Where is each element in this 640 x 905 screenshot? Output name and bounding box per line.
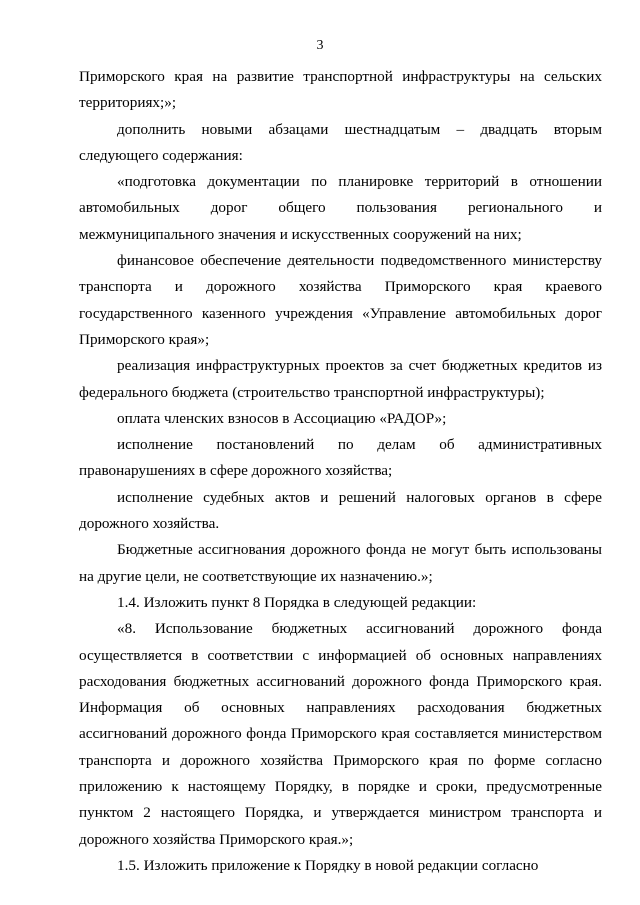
paragraph-continuation: Приморского края на развитие транспортной инфраструктуры на сельских территориях;»; (79, 68, 602, 112)
paragraph-court-acts: исполнение судебных актов и решений налоговых органов в сфере дорожного хозяйства. (79, 488, 602, 533)
paragraph-item-8: «8. Использование бюджетных ассигнований дорожного фонда осуществляется в соответствии с информацией об основных направлениях расходования бюджетных ассигнований дорожного фонда Приморского края. Информация об основных направлениях расходования бюджетных ассигнований дорожного фонда Приморского края составляется министерством транспорта и дорожного хозяйства Приморского края по форме согласно приложению к настоящему Порядку, в порядке и сроки, предусмотренные пунктом 2 настоящего Порядка, и утверждается министром транспорта и дорожного хозяйства Приморского края.»; (79, 620, 602, 848)
paragraph-infrastructure-projects: реализация инфраструктурных проектов за счет бюджетных кредитов из федерального бюджета (строительство транспортной инфраструктуры); (79, 357, 602, 401)
paragraph-financial-support: финансовое обеспечение деятельности подведомственного министерству транспорта и дорожного хозяйства Приморского края краевого государственного казенного учреждения «Управление автомобильных дорог Приморского края»; (79, 252, 602, 348)
paragraph-item-1-5: 1.5. Изложить приложение к Порядку в новой редакции согласно (117, 856, 539, 874)
page-number: 3 (316, 38, 324, 53)
paragraph-item-1-4: 1.4. Изложить пункт 8 Порядка в следующей редакции: (117, 593, 477, 611)
paragraph-add-paragraphs: дополнить новыми абзацами шестнадцатым – двадцать вторым следующего содержания: (79, 120, 602, 164)
document-body (79, 64, 602, 879)
paragraph-planning-documentation: «подготовка документации по планировке территорий в отношении автомобильных дорог общего пользования регионального и межмуниципального значения и искусственных сооружений на них; (79, 173, 602, 243)
paragraph-budget-allocations: Бюджетные ассигнования дорожного фонда не могут быть использованы на другие цели, не соответствующие их назначению.»; (79, 541, 602, 585)
paragraph-membership-fees: оплата членских взносов в Ассоциацию «РАДОР»; (117, 409, 447, 427)
paragraph-execution-rulings: исполнение постановлений по делам об административных правонарушениях в сфере дорожного хозяйства; (79, 436, 602, 480)
